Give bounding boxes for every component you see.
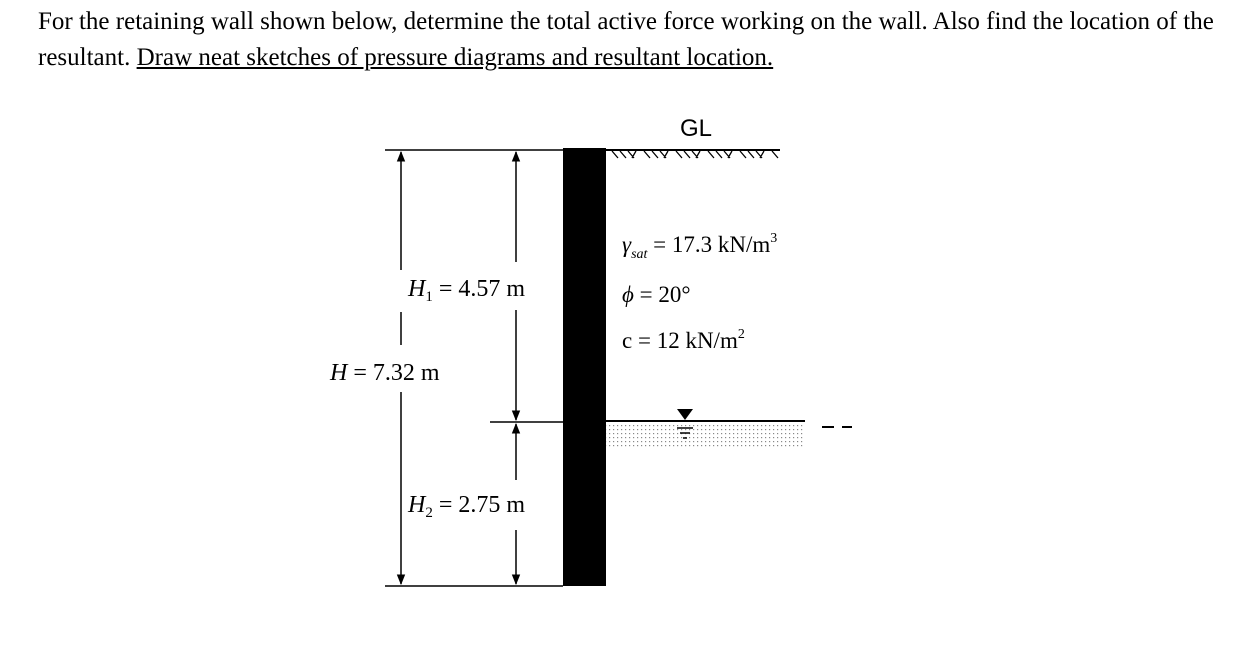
gamma-sat-property: $\gamma_{sat} = 17.3$ $kN/m^3$: [622, 231, 778, 262]
cohesion-property: c = 12 $kN/m^2$: [622, 327, 745, 353]
water-table-symbol: [677, 409, 693, 420]
h1-label: $H_1 = 4.57$ m: [408, 276, 526, 305]
problem-task: Draw neat sketches of pressure diagrams and resultant location.: [136, 44, 774, 71]
retaining-wall: [563, 148, 606, 586]
water-table: [606, 409, 852, 449]
h2-label: $H_2 = 2.75$ m: [408, 492, 526, 521]
ground-level-label: GL: [679, 115, 713, 142]
h-total-label: H = 7.32 m: [330, 360, 440, 386]
ground-surface: [606, 150, 780, 158]
problem-text: For the retaining wall shown below, determine the total active force working on the wall. Also find the location of the resultant.: [38, 8, 1214, 71]
phi-property: ϕ = 20°: [622, 282, 691, 307]
